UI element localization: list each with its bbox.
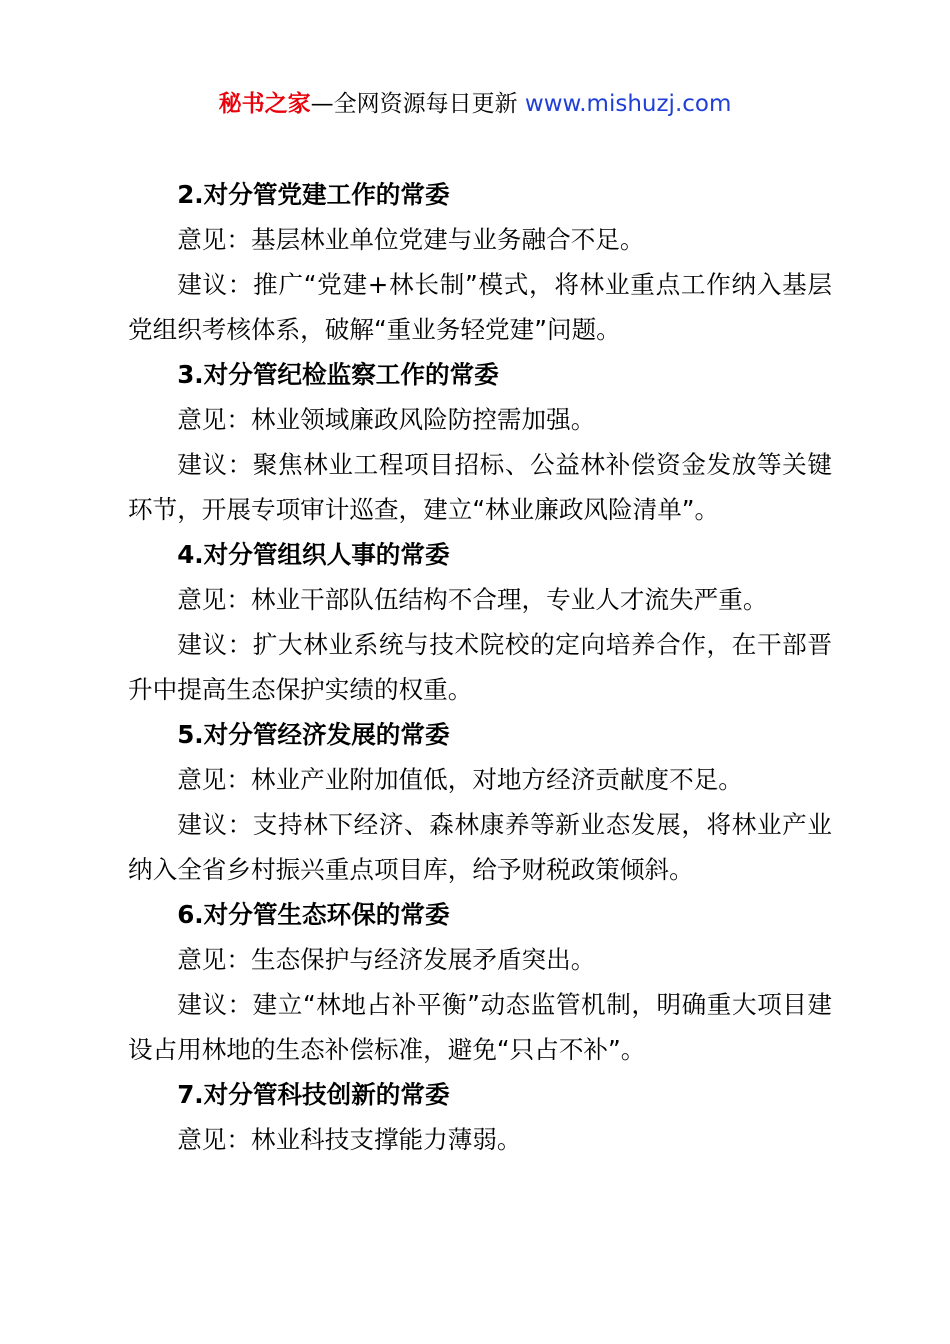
suggestion-paragraph: 建议：支持林下经济、森林康养等新业态发展，将林业产业纳入全省乡村振兴重点项目库，给予财税政策倾斜。 bbox=[128, 810, 832, 884]
site-header bbox=[0, 84, 950, 124]
section-heading: 6.对分管生态环保的常委 bbox=[177, 900, 450, 929]
document-body bbox=[128, 172, 832, 1162]
header-tagline: —全网资源每日更新 bbox=[310, 91, 525, 117]
suggestion-paragraph: 建议：推广“党建+林长制”模式，将林业重点工作纳入基层党组织考核体系，破解“重业务轻党建”问题。 bbox=[128, 270, 832, 344]
suggestion-paragraph: 建议：建立“林地占补平衡”动态监管机制，明确重大项目建设占用林地的生态补偿标准，避免“只占不补”。 bbox=[128, 990, 832, 1064]
section-heading: 3.对分管纪检监察工作的常委 bbox=[177, 360, 499, 389]
section-heading: 7.对分管科技创新的常委 bbox=[177, 1080, 450, 1109]
opinion-paragraph: 意见：林业产业附加值低，对地方经济贡献度不足。 bbox=[177, 765, 743, 794]
opinion-paragraph: 意见：林业科技支撑能力薄弱。 bbox=[177, 1125, 522, 1154]
opinion-paragraph: 意见：林业干部队伍结构不合理，专业人才流失严重。 bbox=[177, 585, 768, 614]
opinion-paragraph: 意见：林业领域廉政风险防控需加强。 bbox=[177, 405, 596, 434]
opinion-paragraph: 意见：基层林业单位党建与业务融合不足。 bbox=[177, 225, 645, 254]
section-heading: 4.对分管组织人事的常委 bbox=[177, 540, 450, 569]
site-url-link[interactable]: www.mishuzj.com bbox=[524, 91, 732, 117]
brand-name: 秘书之家 bbox=[218, 91, 311, 117]
suggestion-paragraph: 建议：扩大林业系统与技术院校的定向培养合作，在干部晋升中提高生态保护实绩的权重。 bbox=[128, 630, 832, 704]
opinion-paragraph: 意见：生态保护与经济发展矛盾突出。 bbox=[177, 945, 596, 974]
section-heading: 5.对分管经济发展的常委 bbox=[177, 720, 450, 749]
section-heading: 2.对分管党建工作的常委 bbox=[177, 180, 450, 209]
suggestion-paragraph: 建议：聚焦林业工程项目招标、公益林补偿资金发放等关键环节，开展专项审计巡查，建立“林业廉政风险清单”。 bbox=[128, 450, 832, 524]
